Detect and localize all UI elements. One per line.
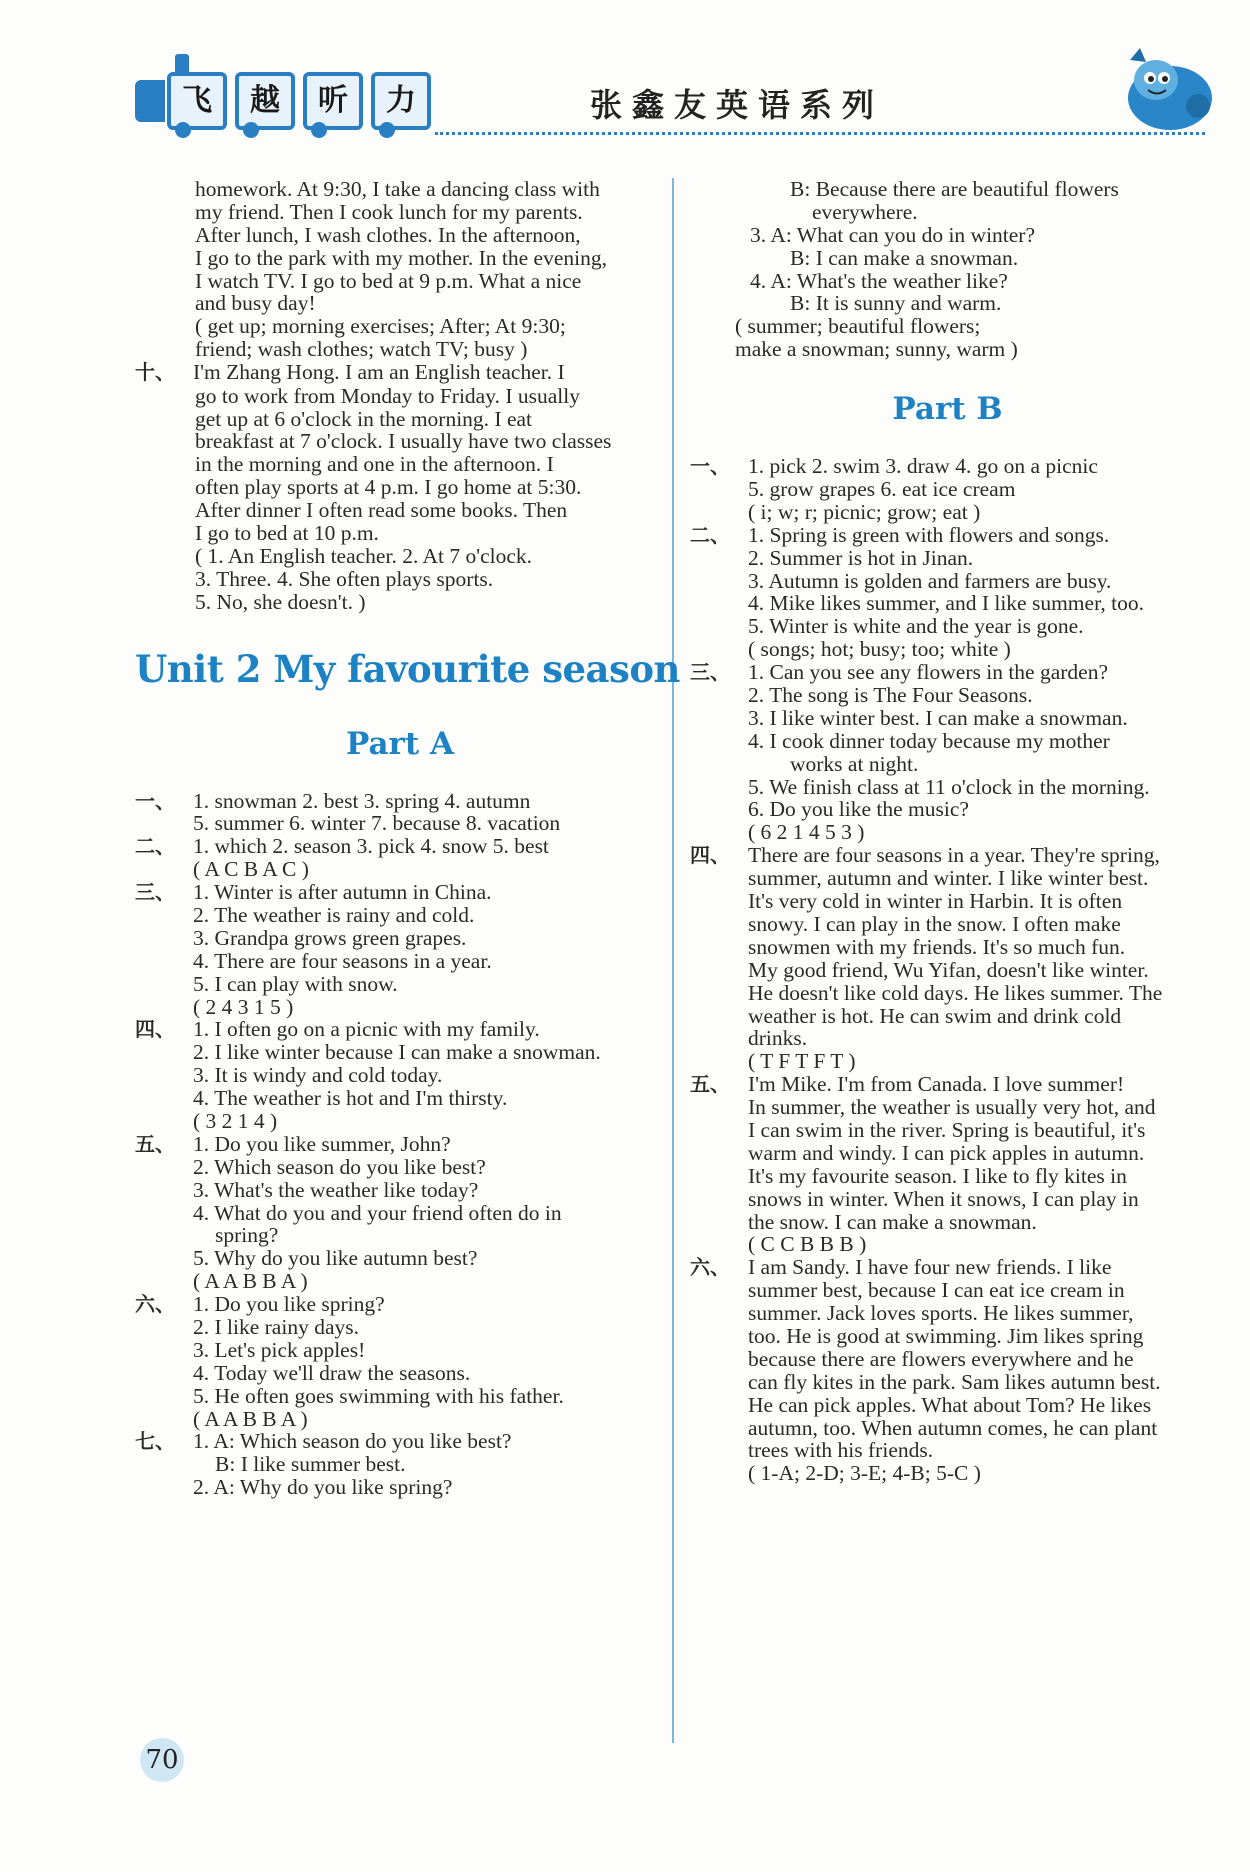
text-line: He doesn't like cold days. He likes summer. The <box>748 980 1163 1005</box>
train-car-1: 飞 <box>167 72 227 130</box>
wheel-icon <box>175 122 191 138</box>
section-5-line <box>690 1073 1205 1096</box>
text-line: summer best, because I can eat ice cream in <box>748 1278 1125 1303</box>
dialogue-line: 2. A: Why do you like spring? <box>193 1475 453 1500</box>
section-6-line <box>690 1256 1205 1279</box>
header-divider <box>435 132 1205 135</box>
text-line: because there are flowers everywhere and he <box>748 1346 1134 1371</box>
text-line: snowmen with my friends. It's so much fun. <box>748 934 1126 959</box>
series-title: 张鑫友英语系列 <box>590 86 885 124</box>
dialogue-line: 4. A: What's the weather like? <box>750 268 1008 293</box>
section-mark: 二、 <box>135 834 175 859</box>
text-line: go to work from Monday to Friday. I usually <box>195 383 580 408</box>
list-item: 1. Do you like spring? <box>193 1292 385 1317</box>
list-item: 3. Let's pick apples! <box>193 1337 366 1362</box>
section-1-line <box>135 790 665 813</box>
text-line: snowy. I can play in the snow. I often make <box>748 911 1121 936</box>
list-item: 3. Grandpa grows green grapes. <box>193 925 467 950</box>
text-line: My good friend, Wu Yifan, doesn't like winter. <box>748 957 1149 982</box>
list-item: 1. Can you see any flowers in the garden? <box>748 660 1109 685</box>
text-line: autumn, too. When autumn comes, he can plant <box>748 1415 1158 1440</box>
train-logo <box>135 50 445 140</box>
section-mark: 十、 <box>135 360 175 385</box>
text-line: trees with his friends. <box>748 1438 934 1463</box>
text-line: in the morning and one in the afternoon. I <box>195 452 554 477</box>
list-item: 6. Do you like the music? <box>748 797 969 822</box>
train-engine-icon <box>135 80 165 122</box>
list-item: 4. I cook dinner today because my mother <box>748 728 1110 753</box>
list-item: 4. What do you and your friend often do in <box>193 1200 562 1225</box>
list-item: 1. I often go on a picnic with my family. <box>193 1017 540 1042</box>
section-mark: 一、 <box>135 788 175 813</box>
answer-line: ( 2 4 3 1 5 ) <box>193 994 294 1019</box>
dialogue-line: B: I like summer best. <box>215 1452 406 1477</box>
answer-line: ( T F T F T ) <box>748 1049 856 1074</box>
text-line: snows in winter. When it snows, I can play in <box>748 1186 1139 1211</box>
text-line: I'm Mike. I'm from Canada. I love summer! <box>748 1072 1125 1097</box>
answer-line: 3. Three. 4. She often plays sports. <box>195 566 494 591</box>
answer-line: ( get up; morning exercises; After; At 9:30; <box>195 314 566 339</box>
list-item: 2. The weather is rainy and cold. <box>193 902 475 927</box>
text-line: too. He is good at swimming. Jim likes spring <box>748 1323 1144 1348</box>
list-item: 4. Today we'll draw the seasons. <box>193 1360 471 1385</box>
text-line: It's very cold in winter in Harbin. It is often <box>748 889 1123 914</box>
list-item: 4. Mike likes summer, and I like summer, too. <box>748 591 1144 616</box>
list-item: 2. I like winter because I can make a snowman. <box>193 1040 601 1065</box>
list-item: 1. Spring is green with flowers and songs. <box>748 522 1110 547</box>
answer-line: ( 3 2 1 4 ) <box>193 1109 278 1133</box>
answer-line: ( C C B B B ) <box>748 1232 867 1257</box>
page-header <box>135 40 1220 145</box>
section-6-line <box>135 1293 665 1316</box>
answer-line: 5. grow grapes 6. eat ice cream <box>748 477 1016 502</box>
answer-line: ( summer; beautiful flowers; <box>735 314 981 339</box>
text-line: I go to the park with my mother. In the evening, <box>195 245 607 270</box>
answer-line: ( 6 2 1 4 5 3 ) <box>748 820 865 845</box>
text-line: He can pick apples. What about Tom? He likes <box>748 1392 1152 1417</box>
text-line: breakfast at 7 o'clock. I usually have two classes <box>195 429 612 454</box>
text-line: I can swim in the river. Spring is beautiful, it's <box>748 1117 1146 1142</box>
list-item: 5. I can play with snow. <box>193 971 398 996</box>
answer-line: friend; wash clothes; watch TV; busy ) <box>195 337 528 362</box>
list-item: 3. It is windy and cold today. <box>193 1063 443 1088</box>
mascot-backpack-icon <box>1110 40 1220 135</box>
wheel-icon <box>243 122 259 138</box>
answer-line: ( songs; hot; busy; too; white ) <box>748 637 1011 662</box>
text-line: warm and windy. I can pick apples in autumn. <box>748 1140 1145 1165</box>
section-mark: 六、 <box>135 1292 175 1317</box>
answer-line: 5. No, she doesn't. ) <box>195 589 366 614</box>
list-item: 5. Why do you like autumn best? <box>193 1246 478 1271</box>
list-item-continued: spring? <box>215 1223 279 1248</box>
answer-line: 1. pick 2. swim 3. draw 4. go on a picnic <box>748 454 1098 479</box>
dialogue-line: 3. A: What can you do in winter? <box>750 222 1036 247</box>
section-mark: 三、 <box>135 880 175 905</box>
page-number: 70 <box>140 1738 184 1782</box>
answer-line: ( 1-A; 2-D; 3-E; 4-B; 5-C ) <box>748 1461 981 1486</box>
list-item: 1. Do you like summer, John? <box>193 1131 451 1156</box>
section-mark: 六、 <box>690 1255 730 1280</box>
text-line: summer, autumn and winter. I like winter best. <box>748 866 1149 891</box>
list-item-continued: works at night. <box>790 751 919 776</box>
text-line: the snow. I can make a snowman. <box>748 1209 1037 1234</box>
part-b-title: Part B <box>892 391 1003 428</box>
answer-line: 5. summer 6. winter 7. because 8. vacation <box>193 811 561 836</box>
column-divider <box>672 178 674 1743</box>
section-4-line <box>690 844 1205 867</box>
text-line: It's my favourite season. I like to fly kites in <box>748 1163 1127 1188</box>
list-item: 5. We finish class at 11 o'clock in the morning. <box>748 774 1150 799</box>
text-line: get up at 6 o'clock in the morning. I eat <box>195 406 533 431</box>
list-item: 3. I like winter best. I can make a snowman. <box>748 705 1128 730</box>
text-line: There are four seasons in a year. They're spring, <box>748 843 1160 868</box>
list-item: 2. I like rainy days. <box>193 1315 359 1340</box>
text-line: often play sports at 4 p.m. I go home at 5:30. <box>195 475 582 500</box>
answer-line: 1. which 2. season 3. pick 4. snow 5. best <box>193 834 549 859</box>
answer-line: ( A C B A C ) <box>193 857 309 882</box>
answer-line: ( A A B B A ) <box>193 1406 308 1431</box>
dialogue-line: everywhere. <box>812 199 918 224</box>
list-item: 5. Winter is white and the year is gone. <box>748 614 1084 639</box>
train-car-4: 力 <box>371 72 431 130</box>
section-mark: 五、 <box>690 1072 730 1097</box>
list-item: 2. The song is The Four Seasons. <box>748 683 1033 708</box>
section-10-line <box>135 361 665 385</box>
text-line: After lunch, I wash clothes. In the afternoon, <box>195 222 581 247</box>
list-item: 5. He often goes swimming with his father. <box>193 1383 564 1408</box>
section-mark: 四、 <box>135 1017 175 1042</box>
list-item: 3. What's the weather like today? <box>193 1177 479 1202</box>
wheel-icon <box>311 122 327 138</box>
section-mark: 四、 <box>690 843 730 868</box>
list-item: 4. The weather is hot and I'm thirsty. <box>193 1086 508 1111</box>
section-5-line <box>135 1133 665 1156</box>
train-car-3: 听 <box>303 72 363 130</box>
text-line: I am Sandy. I have four new friends. I like <box>748 1255 1112 1280</box>
text-line: In summer, the weather is usually very hot, and <box>748 1095 1156 1120</box>
dialogue-line: B: I can make a snowman. <box>790 245 1019 270</box>
text-line: summer. Jack loves sports. He likes summer, <box>748 1301 1134 1326</box>
section-1-line <box>690 455 1205 478</box>
section-2-line <box>135 835 665 858</box>
dialogue-line: B: Because there are beautiful flowers <box>790 177 1119 201</box>
list-item: 4. There are four seasons in a year. <box>193 948 492 973</box>
text-line: can fly kites in the park. Sam likes autumn best. <box>748 1369 1161 1394</box>
text-line: homework. At 9:30, I take a dancing class with <box>195 177 600 201</box>
unit-title: Unit 2 My favourite season <box>135 646 680 691</box>
text-line: drinks. <box>748 1026 808 1051</box>
section-mark: 三、 <box>690 660 730 685</box>
section-mark: 一、 <box>690 454 730 479</box>
part-a-title: Part A <box>345 725 455 762</box>
section-3-line <box>135 881 665 904</box>
text-line: I'm Zhang Hong. I am an English teacher. I <box>193 360 565 385</box>
section-7-line <box>135 1430 665 1453</box>
section-mark: 二、 <box>690 522 730 547</box>
answer-line: ( i; w; r; picnic; grow; eat ) <box>748 499 981 524</box>
section-mark: 五、 <box>135 1131 175 1156</box>
dialogue-line: 1. A: Which season do you like best? <box>193 1429 512 1454</box>
text-line: After dinner I often read some books. Then <box>195 498 568 523</box>
list-item: 2. Summer is hot in Jinan. <box>748 545 974 570</box>
train-car-2: 越 <box>235 72 295 130</box>
answer-line: make a snowman; sunny, warm ) <box>735 337 1018 362</box>
text-line: I go to bed at 10 p.m. <box>195 520 379 545</box>
text-line: weather is hot. He can swim and drink cold <box>748 1003 1122 1028</box>
text-line: I watch TV. I go to bed at 9 p.m. What a nice <box>195 268 582 293</box>
list-item: 2. Which season do you like best? <box>193 1154 486 1179</box>
section-mark: 七、 <box>135 1429 175 1454</box>
answer-line: ( A A B B A ) <box>193 1269 308 1294</box>
train-smokestack-icon <box>175 54 189 74</box>
text-line: and busy day! <box>195 291 316 316</box>
list-item: 3. Autumn is golden and farmers are busy. <box>748 568 1112 593</box>
section-4-line <box>135 1018 665 1041</box>
right-column <box>690 178 1205 1485</box>
left-column <box>135 177 680 1500</box>
answer-line: ( 1. An English teacher. 2. At 7 o'clock. <box>195 543 533 568</box>
list-item: 1. Winter is after autumn in China. <box>193 880 492 905</box>
wheel-icon <box>379 122 395 138</box>
answer-line: 1. snowman 2. best 3. spring 4. autumn <box>193 788 531 813</box>
section-3-line <box>690 661 1205 684</box>
section-2-line <box>690 524 1205 547</box>
dialogue-line: B: It is sunny and warm. <box>790 291 1002 316</box>
text-line: my friend. Then I cook lunch for my parents. <box>195 199 583 224</box>
